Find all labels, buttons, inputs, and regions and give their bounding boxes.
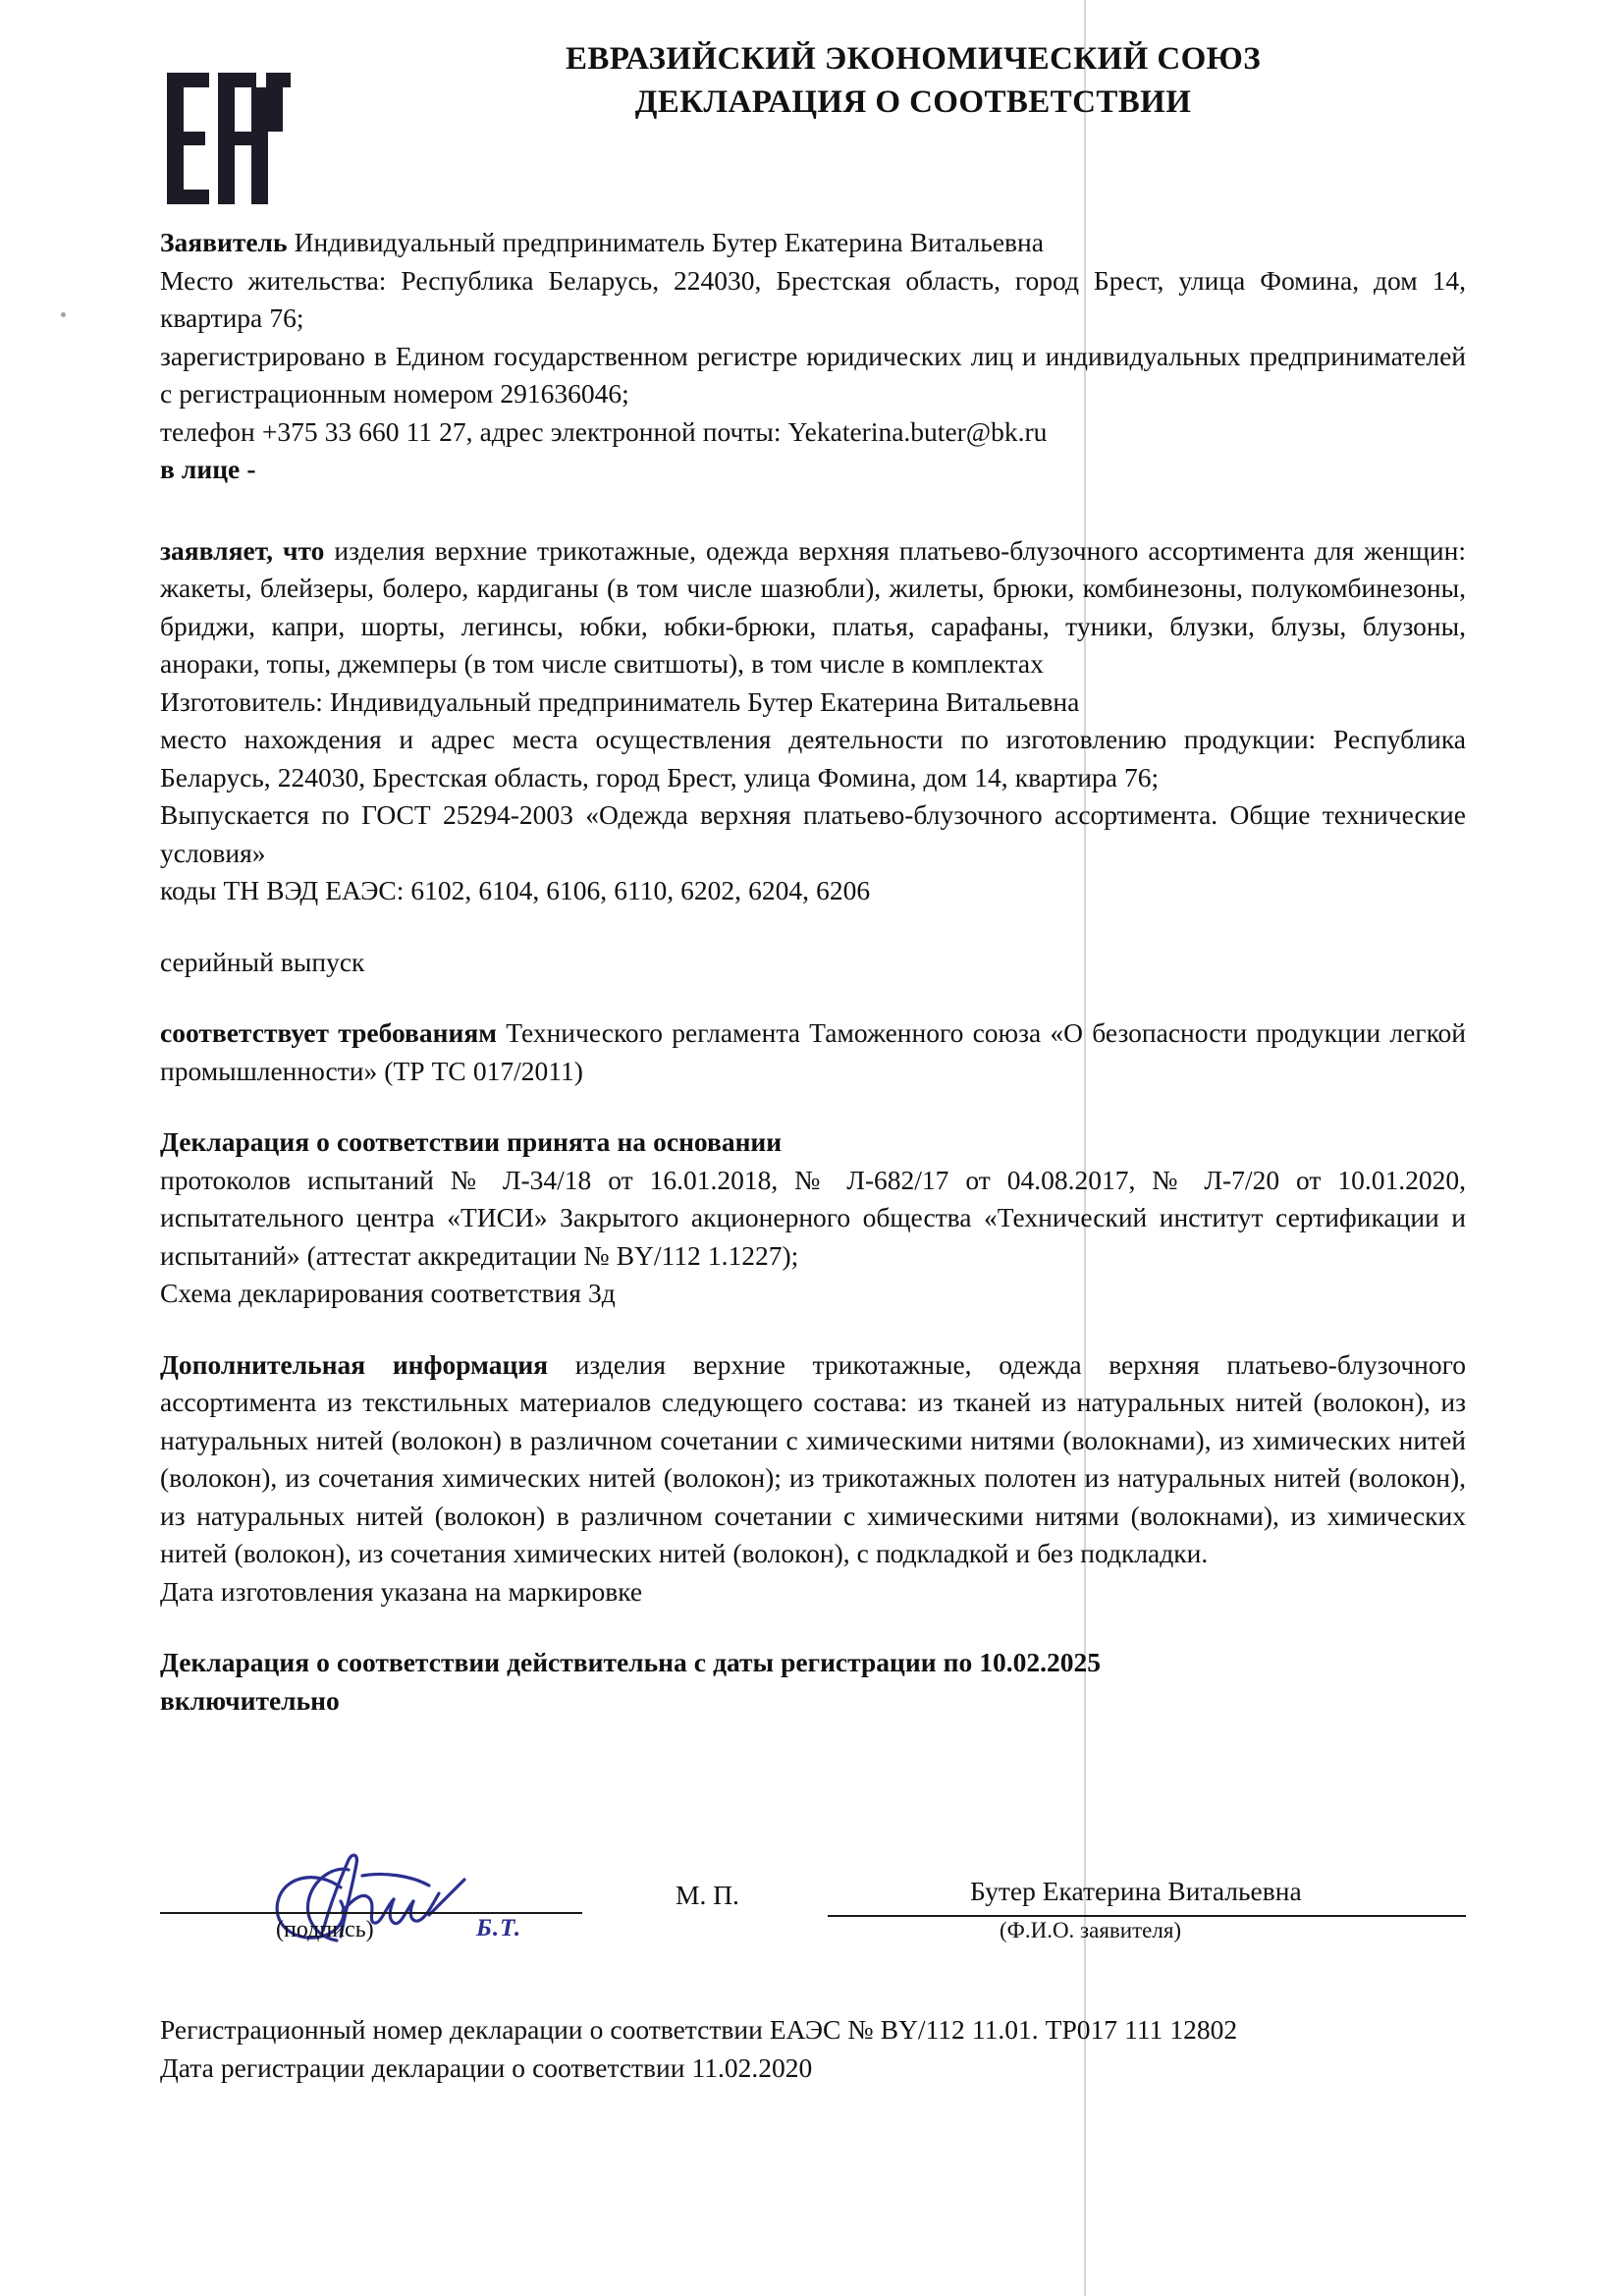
applicant-name: Индивидуальный предприниматель Бутер Екатерина Витальевна [287, 227, 1044, 257]
scan-artifact-dot [61, 312, 66, 317]
applicant-representative: в лице - [160, 454, 256, 484]
conformity-text: Технического регламента Таможенного союза «О безопасности продукции легкой промышленности» (ТР ТС 017/2011) [160, 1017, 1466, 1086]
validity-statement [160, 1644, 1466, 1682]
conformity-label: соответствует требованиям [160, 1017, 497, 1048]
spacer [160, 1313, 1466, 1346]
validity-text-before: Декларация о соответствии действительна с даты регистрации по [160, 1647, 980, 1677]
footer-registration-number: Регистрационный номер декларации о соответствии ЕАЭС № BY/112 11.01. ТР017 111 12802 [160, 2014, 1238, 2045]
declares-product [160, 532, 1466, 683]
signer-name: Бутер Екатерина Витальевна [970, 1876, 1302, 1906]
applicant-contacts: телефон +375 33 660 11 27, адрес электронной почты: Yekaterina.buter@bk.ru [160, 415, 1048, 447]
additional-label: Дополнительная информация [160, 1348, 549, 1380]
basis-heading: Декларация о соответствии принята на основании [160, 1126, 783, 1157]
conformity-statement [160, 1014, 1466, 1090]
validity-inclusive: включительно [160, 1684, 340, 1716]
basis-scheme: Схема декларирования соответствия 3д [160, 1278, 616, 1308]
document-footer [160, 2011, 1476, 2087]
signature-initials: Б.Т. [476, 1915, 522, 1941]
stamp-place-label: М. П. [676, 1880, 739, 1910]
manufacture-date-note: Дата изготовления указана на маркировке [160, 1575, 643, 1607]
document-header [0, 37, 1623, 244]
document-body [160, 224, 1466, 1720]
title-line-union: ЕВРАЗИЙСКИЙ ЭКОНОМИЧЕСКИЙ СОЮЗ [565, 41, 1262, 77]
applicant-residence: Место жительства: Республика Беларусь, 224030, Брестская область, город Брест, улица Фомина, дом 14, квартира 76; [160, 264, 1466, 333]
signature-row [160, 1854, 1466, 1972]
spacer [160, 1611, 1466, 1644]
spacer [160, 489, 1466, 532]
additional-information [160, 1346, 1466, 1573]
manufacturer-line: Изготовитель: Индивидуальный предприниматель Бутер Екатерина Витальевна [160, 685, 1080, 717]
signer-rule [828, 1915, 1466, 1917]
footer-registration-date: Дата регистрации декларации о соответствии 11.02.2020 [160, 2051, 813, 2083]
signer-caption: (Ф.И.О. заявителя) [1000, 1918, 1182, 1942]
product-standard: Выпускается по ГОСТ 25294-2003 «Одежда верхняя платьево-блузочного ассортимента. Общие технические условия» [160, 799, 1466, 868]
signature-rule [160, 1912, 582, 1914]
spacer [160, 1090, 1466, 1123]
basis-protocols: протоколов испытаний № Л-34/18 от 16.01.2018, № Л-682/17 от 04.08.2017, № Л-7/20 от 10.01.2020, испытательного центра «ТИСИ» Закрытого акционерного общества «Технический институт сертификации и испытаний» (аттестат аккредитации № BY/112 1.1227); [160, 1164, 1466, 1271]
declares-product-text: изделия верхние трикотажные, одежда верхняя платьево-блузочного ассортимента для женщин: жакеты, блейзеры, болеро, кардиганы (в том числе шазюбли), жилеты, брюки, комбинезоны, полукомбинезоны, бриджи, капри, шорты, легинсы, юбки, юбки-брюки, платья, сарафаны, туники, блузки, блузы, блузоны, анораки, топы, джемперы (в том числе свитшоты), в том числе в комплектах [160, 534, 1466, 679]
title-line-declaration: ДЕКЛАРАЦИЯ О СООТВЕТСТВИИ [634, 84, 1192, 120]
production-type: серийный выпуск [160, 946, 365, 977]
manufacturer-address: место нахождения и адрес места осуществления деятельности по изготовлению продукции: Республика Беларусь, 224030, Брестская область, город Брест, улица Фомина, дом 14, квартира 76; [160, 724, 1466, 793]
applicant-label: Заявитель [160, 227, 288, 257]
validity-date: 10.02.2025 [979, 1647, 1102, 1677]
spacer [160, 981, 1466, 1014]
document-title [393, 37, 1434, 124]
eac-conformity-mark-icon [165, 65, 293, 212]
additional-text: изделия верхние трикотажные, одежда верхняя платьево-блузочного ассортимента из текстильных материалов следующего состава: из тканей из натуральных нитей (волокон), из натуральных нитей (волокон) в различном сочетании с химическими нитями (волокнами), из химических нитей (волокон), из сочетания химических нитей (волокон); из трикотажных полотен из натуральных нитей (волокон), из натуральных нитей (волокон) в различном сочетании с химическими нитями (волокнами), из химических нитей (волокон), из сочетания химических нитей (волокон), с подкладкой и без подкладки. [160, 1348, 1466, 1568]
applicant-line [160, 224, 1466, 262]
signature-caption: (подпись) [276, 1917, 374, 1942]
tnved-codes: коды ТН ВЭД ЕАЭС: 6102, 6104, 6106, 6110, 6202, 6204, 6206 [160, 875, 871, 905]
applicant-registration: зарегистрировано в Едином государственном регистре юридических лиц и индивидуальных предпринимателей с регистрационным номером 291636046; [160, 340, 1466, 409]
declares-label: заявляет, что [160, 534, 325, 566]
spacer [160, 910, 1466, 944]
